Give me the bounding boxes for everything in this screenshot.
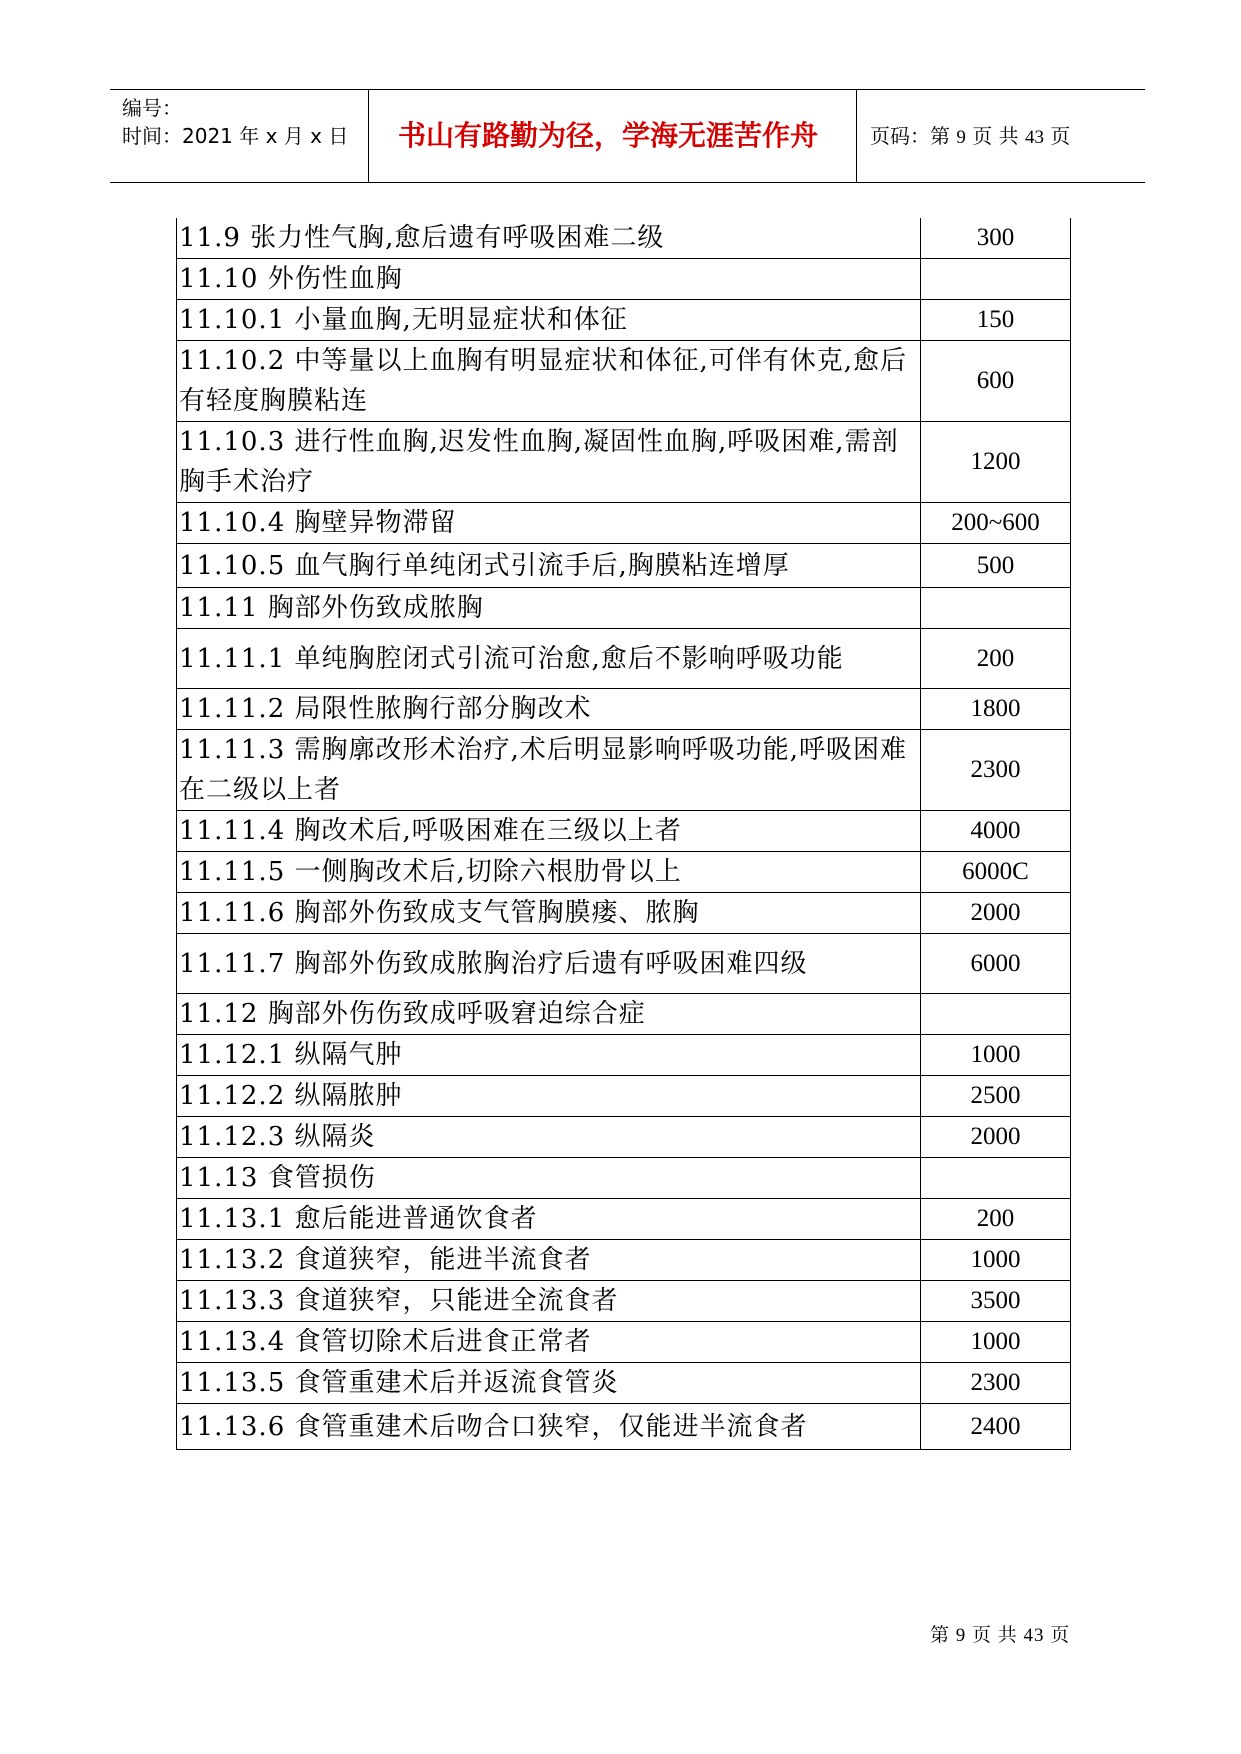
row-item: 11.12.3 纵隔炎 <box>177 1117 921 1158</box>
table-row <box>177 629 1071 689</box>
row-value: 1000 <box>921 1240 1071 1281</box>
row-value: 200 <box>921 1199 1071 1240</box>
row-item: 11.13.6 食管重建术后吻合口狭窄，仅能进半流食者 <box>177 1404 921 1450</box>
row-value: 1800 <box>921 689 1071 730</box>
row-value: 300 <box>921 218 1071 259</box>
row-value: 200~600 <box>921 503 1071 544</box>
row-value: 4000 <box>921 811 1071 852</box>
table-row <box>177 1035 1071 1076</box>
row-value: 1000 <box>921 1322 1071 1363</box>
table-row <box>177 1240 1071 1281</box>
table-row <box>177 994 1071 1035</box>
number-label: 编号： <box>122 96 182 120</box>
row-item: 11.10 外伤性血胸 <box>177 259 921 300</box>
row-value <box>921 994 1071 1035</box>
page-total: 43 <box>1024 127 1044 148</box>
table-row <box>177 259 1071 300</box>
row-item: 11.12 胸部外伤伤致成呼吸窘迫综合症 <box>177 994 921 1035</box>
row-item: 11.11.7 胸部外伤致成脓胸治疗后遗有呼吸困难四级 <box>177 934 921 994</box>
table-row <box>177 1117 1071 1158</box>
header-motto: 书山有路勤为径，学海无涯苦作舟 <box>397 119 818 152</box>
table-row <box>177 1281 1071 1322</box>
table-row <box>177 1199 1071 1240</box>
page-current: 9 <box>956 127 966 148</box>
row-value: 2300 <box>921 1363 1071 1404</box>
time-label: 时间：2021 年 x 月 x 日 <box>122 124 349 148</box>
row-value: 600 <box>921 341 1071 422</box>
row-item: 11.13.5 食管重建术后并返流食管炎 <box>177 1363 921 1404</box>
row-item: 11.13.1 愈后能进普通饮食者 <box>177 1199 921 1240</box>
table-row <box>177 1363 1071 1404</box>
table-row <box>177 730 1071 811</box>
row-value: 6000 <box>921 934 1071 994</box>
row-value <box>921 1158 1071 1199</box>
row-value: 1000 <box>921 1035 1071 1076</box>
row-item: 11.10.5 血气胸行单纯闭式引流手后,胸膜粘连增厚 <box>177 544 921 588</box>
table-row <box>177 544 1071 588</box>
row-value: 2300 <box>921 730 1071 811</box>
row-value <box>921 259 1071 300</box>
table-row <box>177 1404 1071 1450</box>
table-row <box>177 588 1071 629</box>
row-value: 2000 <box>921 1117 1071 1158</box>
row-item: 11.11.1 单纯胸腔闭式引流可治愈,愈后不影响呼吸功能 <box>177 629 921 689</box>
table-row <box>177 852 1071 893</box>
table-row <box>177 218 1071 259</box>
row-item: 11.11.4 胸改术后,呼吸困难在三级以上者 <box>177 811 921 852</box>
row-item: 11.13 食管损伤 <box>177 1158 921 1199</box>
row-item: 11.10.2 中等量以上血胸有明显症状和体征,可伴有休克,愈后有轻度胸膜粘连 <box>177 341 921 422</box>
row-item: 11.13.2 食道狭窄，能进半流食者 <box>177 1240 921 1281</box>
table-row <box>177 341 1071 422</box>
row-item: 11.12.2 纵隔脓肿 <box>177 1076 921 1117</box>
row-item: 11.9 张力性气胸,愈后遗有呼吸困难二级 <box>177 218 921 259</box>
row-item: 11.10.3 进行性血胸,迟发性血胸,凝固性血胸,呼吸困难,需剖胸手术治疗 <box>177 422 921 503</box>
row-value: 1200 <box>921 422 1071 503</box>
row-item: 11.11.5 一侧胸改术后,切除六根肋骨以上 <box>177 852 921 893</box>
table-row <box>177 811 1071 852</box>
row-item: 11.11 胸部外伤致成脓胸 <box>177 588 921 629</box>
table-row <box>177 1076 1071 1117</box>
page-prefix: 页码：第 <box>870 124 950 148</box>
row-value: 200 <box>921 629 1071 689</box>
table-row <box>177 422 1071 503</box>
page-suffix: 页 <box>1050 124 1071 148</box>
compensation-table <box>176 218 1071 1450</box>
table-row <box>177 1158 1071 1199</box>
row-value <box>921 588 1071 629</box>
page-middle: 页 共 <box>972 124 1019 148</box>
row-value: 6000C <box>921 852 1071 893</box>
row-value: 2500 <box>921 1076 1071 1117</box>
header-page-info <box>870 90 1070 182</box>
header-meta <box>122 94 348 150</box>
row-item: 11.11.3 需胸廓改形术治疗,术后明显影响呼吸功能,呼吸困难在二级以上者 <box>177 730 921 811</box>
table-row <box>177 893 1071 934</box>
row-item: 11.11.2 局限性脓胸行部分胸改术 <box>177 689 921 730</box>
row-item: 11.13.3 食道狭窄，只能进全流食者 <box>177 1281 921 1322</box>
row-item: 11.12.1 纵隔气肿 <box>177 1035 921 1076</box>
table-row <box>177 1322 1071 1363</box>
row-item: 11.10.1 小量血胸,无明显症状和体征 <box>177 300 921 341</box>
row-item: 11.10.4 胸壁异物滞留 <box>177 503 921 544</box>
page-header <box>110 89 1145 183</box>
table-row <box>177 689 1071 730</box>
row-value: 500 <box>921 544 1071 588</box>
table-row <box>177 503 1071 544</box>
table-row <box>177 300 1071 341</box>
row-item: 11.11.6 胸部外伤致成支气管胸膜瘘、脓胸 <box>177 893 921 934</box>
row-value: 3500 <box>921 1281 1071 1322</box>
row-value: 2400 <box>921 1404 1071 1450</box>
page-footer: 第 9 页 共 43 页 <box>930 1625 1071 1646</box>
row-value: 150 <box>921 300 1071 341</box>
table-row <box>177 934 1071 994</box>
row-value: 2000 <box>921 893 1071 934</box>
header-divider-right <box>856 90 857 182</box>
row-item: 11.13.4 食管切除术后进食正常者 <box>177 1322 921 1363</box>
